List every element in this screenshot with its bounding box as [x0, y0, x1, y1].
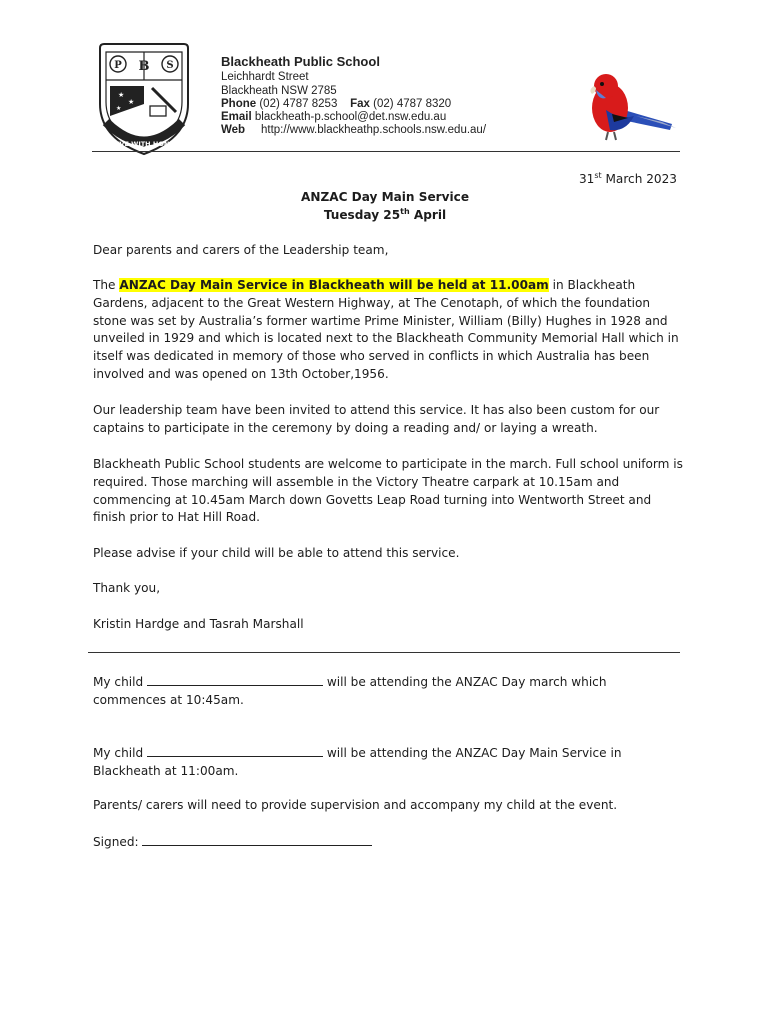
closing: Thank you, — [93, 581, 161, 595]
service-child-name-field[interactable] — [147, 744, 323, 757]
p1-rest: in Blackheath Gardens, adjacent to the Great Western Highway, at The Cenotaph, of which the foundation stone was set by Australia’s former wartime Prime Minister, William (Billy) Hughes in 1928 and unveiled in 1929 and which is located next to the Blackheath Community Memorial Hall which in itself was dedicated in memory of those who served in conflicts in which Australia has been involved and was opened on 13th October,1956. — [93, 278, 679, 381]
p1-start: The — [93, 278, 120, 292]
tear-off-divider — [88, 652, 680, 653]
svg-text:★: ★ — [128, 99, 135, 106]
crest-letter-s: S — [166, 60, 174, 71]
salutation: Dear parents and carers of the Leadership team, — [93, 243, 389, 257]
crimson-rosella-bird-icon — [584, 70, 678, 146]
header-divider — [92, 151, 680, 152]
school-crest-icon — [92, 42, 196, 160]
form-service-attendance — [93, 744, 653, 781]
fax-number: (02) 4787 8320 — [373, 97, 452, 110]
subtitle-date: Tuesday 25 — [323, 208, 401, 222]
date-month-year: March 2023 — [601, 172, 677, 186]
crest-letter-b: B — [138, 59, 150, 74]
service-text: will be attending the ANZAC Day Main Service in Blackheath at 11:00am. — [93, 746, 622, 778]
contact-phone-fax — [221, 98, 486, 111]
school-name: Blackheath Public School — [221, 54, 380, 69]
letter-date — [579, 171, 677, 189]
contact-email — [221, 111, 486, 124]
contact-web — [221, 124, 486, 137]
signature-line — [93, 833, 683, 852]
paragraph-service-details — [93, 277, 683, 384]
form-march-attendance — [93, 673, 653, 710]
paragraph-leadership: Our leadership team have been invited to attend this service. It has also been custom for our captains to participate in the ceremony by doing a reading and/ or laying a wreath. — [93, 403, 660, 435]
phone-label: Phone — [221, 97, 257, 110]
subtitle-suffix: th — [400, 206, 410, 216]
fax-label: Fax — [350, 97, 370, 110]
march-text: will be attending the ANZAC Day march which commences at 10:45am. — [93, 675, 607, 707]
school-details — [221, 55, 486, 138]
school-suburb: Blackheath NSW 2785 — [221, 84, 337, 97]
svg-text:★: ★ — [116, 106, 122, 112]
letter-subtitle — [0, 207, 770, 225]
phone-number: (02) 4787 8253 — [259, 97, 338, 110]
email-address[interactable]: blackheath-p.school@det.nsw.edu.au — [254, 111, 447, 124]
march-child-name-field[interactable] — [147, 673, 323, 686]
web-address[interactable]: http://www.blackheathp.schools.nsw.edu.au/ — [261, 124, 487, 137]
date-suffix: st — [594, 170, 602, 180]
paragraph-advise: Please advise if your child will be able to attend this service. — [93, 546, 460, 560]
date-day: 31 — [578, 172, 595, 186]
web-label: Web — [221, 124, 246, 137]
signatories: Kristin Hardge and Tasrah Marshall — [93, 617, 304, 631]
svg-text:★: ★ — [118, 92, 125, 99]
service-prefix: My child — [93, 746, 147, 760]
crest-letter-p: P — [114, 60, 122, 71]
email-label: Email — [221, 111, 252, 124]
march-prefix: My child — [93, 675, 147, 689]
paragraph-march: Blackheath Public School students are welcome to participate in the march. Full school uniform is required. Those marching will assemble in the Victory Theatre carpark at 10.15am and commencing at 10.45am March down Govetts Leap Road turning into Wentworth Street and finish prior to Hat Hill Road. — [93, 457, 683, 525]
school-street: Leichhardt Street — [221, 71, 309, 84]
supervision-note: Parents/ carers will need to provide supervision and accompany my child at the event. — [93, 798, 618, 812]
subtitle-month: April — [409, 208, 447, 222]
highlighted-service-time: ANZAC Day Main Service in Blackheath will be held at 11.00am — [119, 278, 549, 292]
letter-title: ANZAC Day Main Service — [300, 190, 470, 204]
signed-label: Signed: — [93, 835, 143, 849]
signature-field[interactable] — [142, 833, 372, 846]
crest-motto: STRIVE WITH HONOUR — [102, 140, 186, 148]
